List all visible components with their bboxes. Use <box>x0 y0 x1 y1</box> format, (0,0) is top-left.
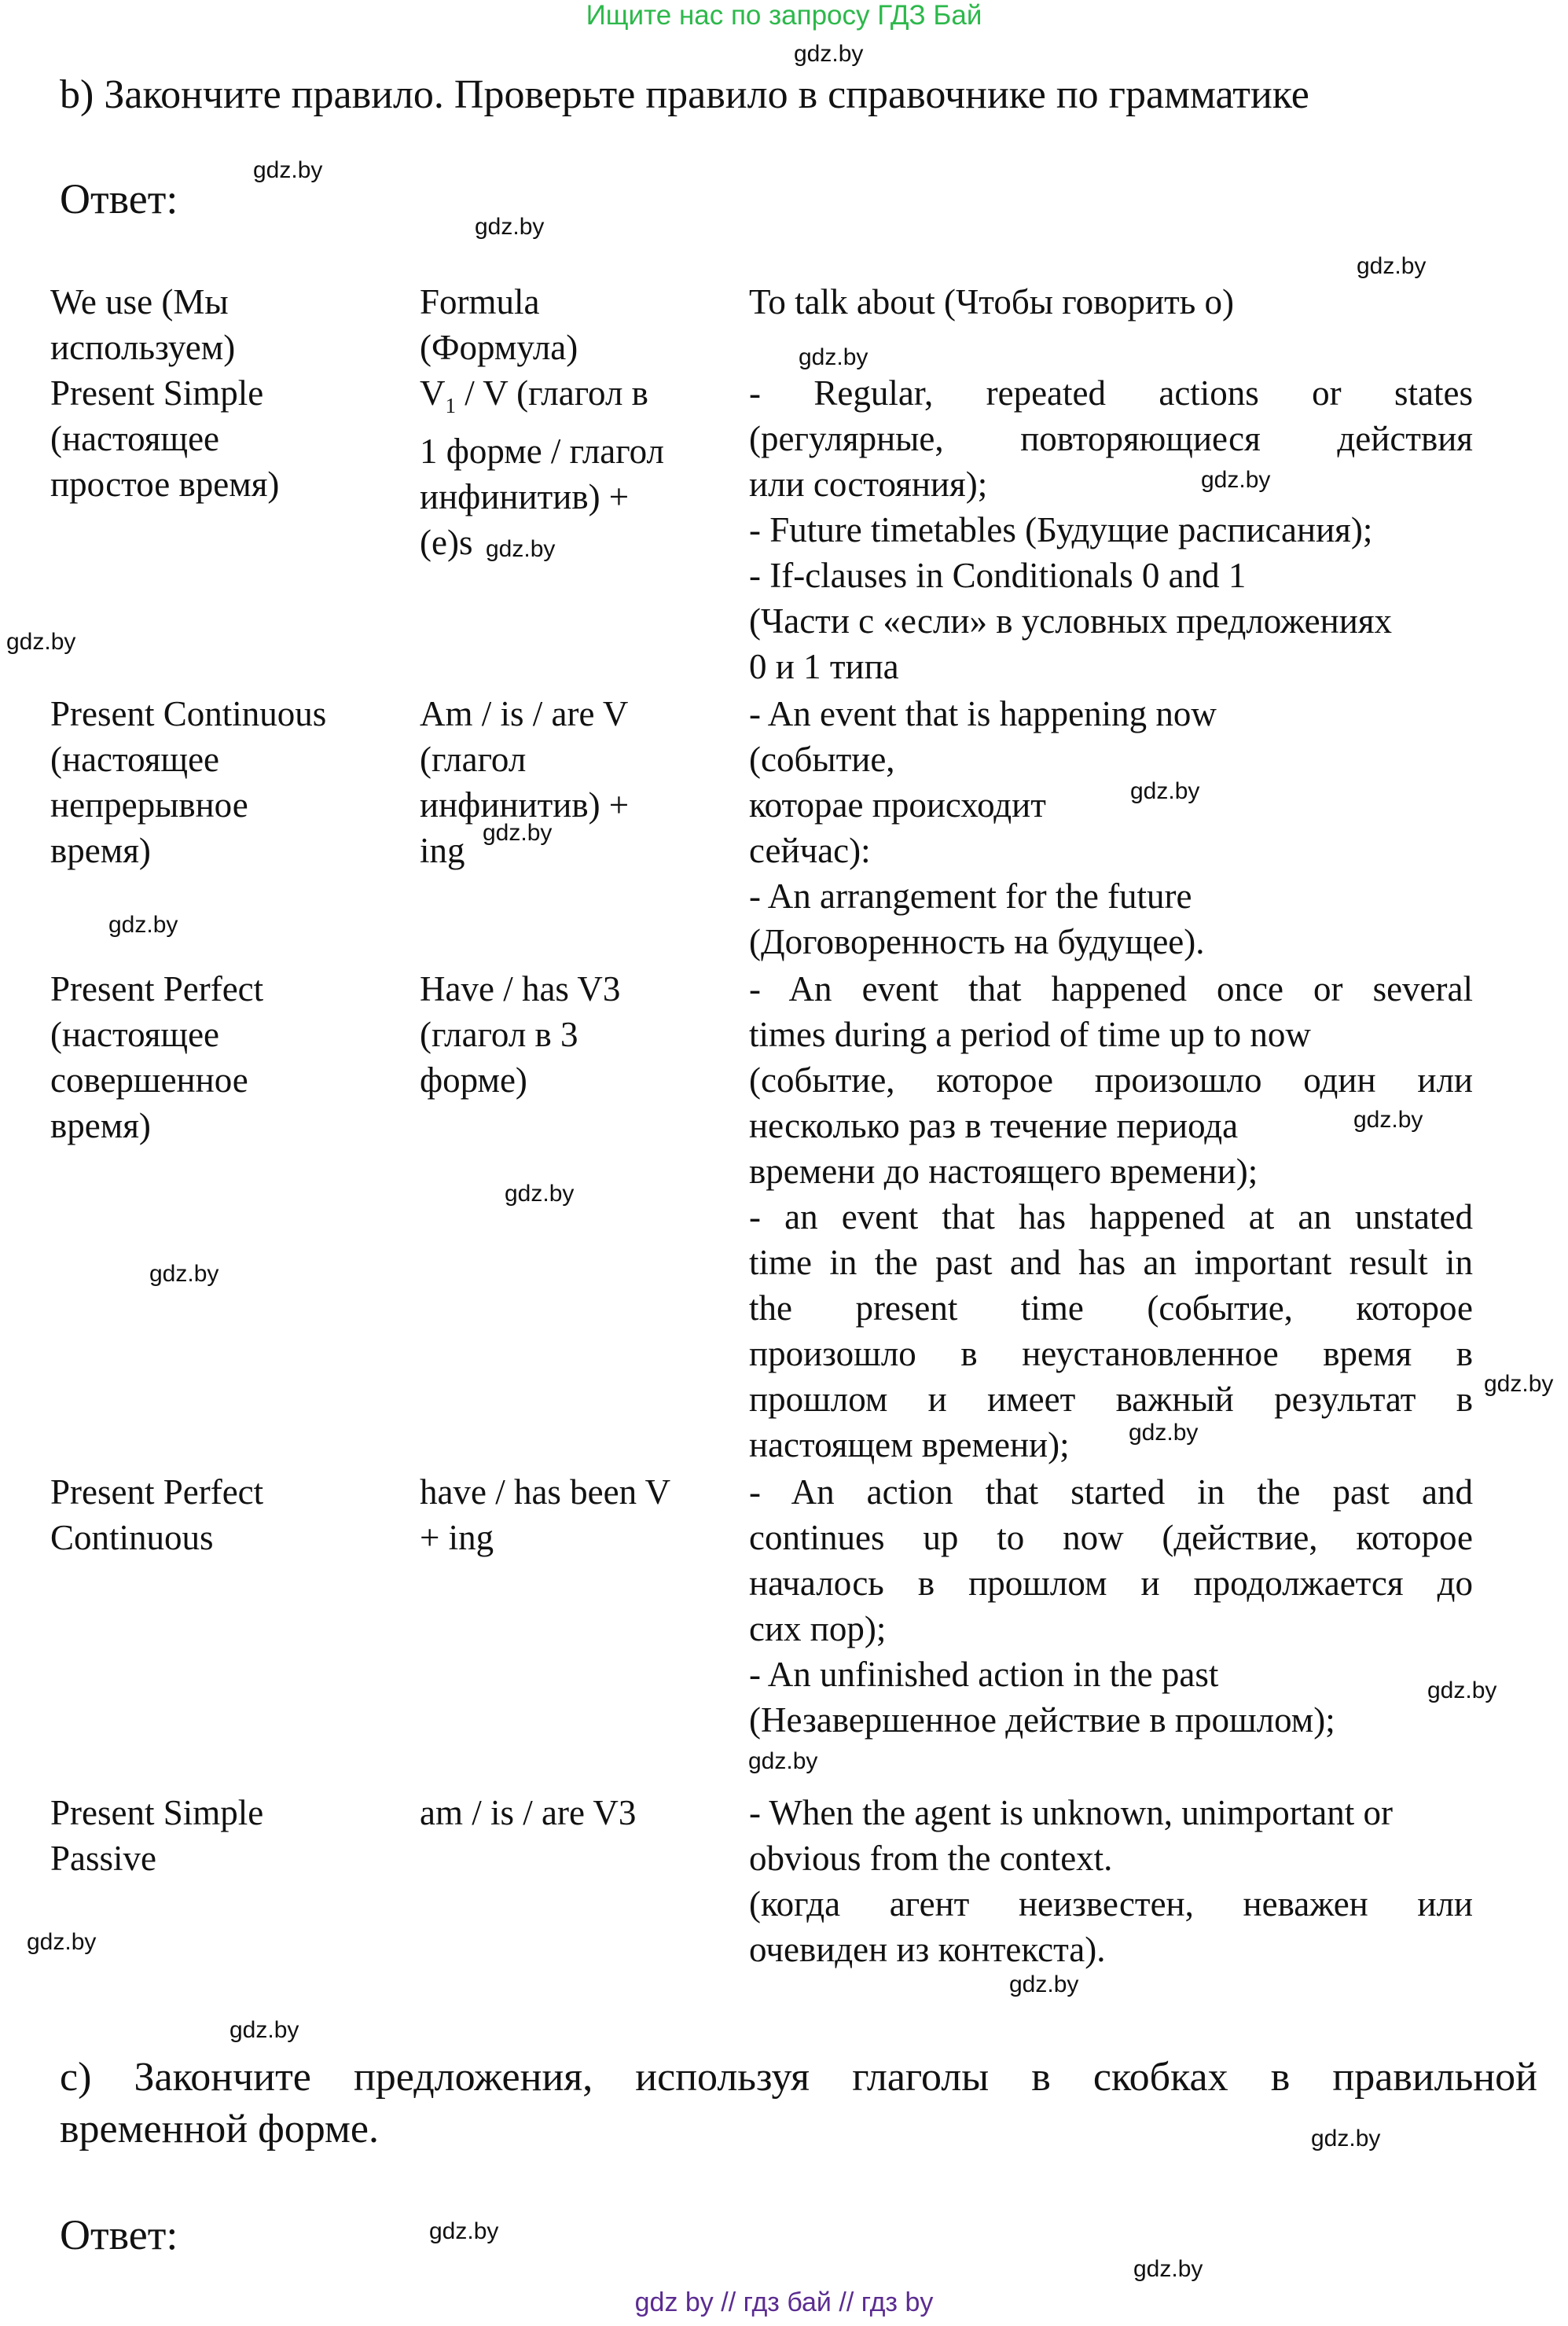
cell-line: continues up to now (действие, которое <box>749 1518 1473 1557</box>
watermark: gdz.by <box>1484 1371 1554 1397</box>
cell-line: началось в прошлом и продолжается до <box>749 1564 1473 1603</box>
cell-line <box>420 370 718 428</box>
watermark: gdz.by <box>429 2218 499 2244</box>
tense-usage <box>749 370 1473 689</box>
tense-name <box>50 691 396 873</box>
watermark: gdz.by <box>149 1261 219 1287</box>
cell-line: Present Simple <box>50 1793 264 1832</box>
cell-line: несколько раз в течение периода <box>749 1106 1239 1145</box>
tense-usage <box>749 691 1473 965</box>
table-header-row <box>50 279 1473 370</box>
cell-line: произошло в неустановленное время в <box>749 1334 1473 1373</box>
watermark: gdz.by <box>1353 1107 1423 1133</box>
cell-line: obvious from the context. <box>749 1839 1113 1878</box>
watermark: gdz.by <box>748 1748 818 1774</box>
cell-line: инфинитив) + <box>420 785 630 825</box>
cell-line: (Незавершенное действие в прошлом); <box>749 1700 1335 1740</box>
watermark: gdz.by <box>1130 778 1200 804</box>
cell-line: - When the agent is unknown, unimportant or <box>749 1793 1394 1832</box>
cell-line: форме) <box>420 1060 527 1100</box>
cell-line: (глагол в 3 <box>420 1015 578 1054</box>
watermark: gdz.by <box>486 536 556 562</box>
section-c-title-line1: c) Закончите предложения, используя глаголы в скобках в правильной <box>60 2055 1537 2100</box>
cell-line: сих пор); <box>749 1609 887 1648</box>
cell-line: непрерывное <box>50 785 248 825</box>
table-row <box>50 966 1473 1469</box>
table-row <box>50 1790 1473 2018</box>
cell-line: have / has been V <box>420 1472 671 1512</box>
tense-name <box>50 370 396 507</box>
cell-line: время) <box>50 1106 151 1145</box>
cell-line: (Части с «если» в условных предложениях <box>749 601 1393 641</box>
watermark: gdz.by <box>1201 467 1271 493</box>
cell-line: time in the past and has an important result in <box>749 1243 1473 1282</box>
cell-line: 1 форме / глагол <box>420 432 664 471</box>
cell-line: Present Simple <box>50 373 264 413</box>
cell-line: Passive <box>50 1839 156 1878</box>
cell-line: - An arrangement for the future <box>749 876 1192 916</box>
watermark: gdz.by <box>1311 2126 1381 2151</box>
cell-line: + ing <box>420 1518 494 1557</box>
cell-line: инфинитив) + <box>420 477 630 516</box>
cell-line: Have / has V3 <box>420 969 621 1009</box>
cell-line: Continuous <box>50 1518 214 1557</box>
cell-line: Present Perfect <box>50 969 264 1009</box>
header-text: (Формула) <box>420 328 578 367</box>
cell-line: сейчас): <box>749 831 871 870</box>
table-row <box>50 691 1473 966</box>
tense-name <box>50 966 396 1148</box>
cell-line: (настоящее <box>50 740 220 779</box>
tense-usage <box>749 1469 1473 1743</box>
cell-line: Present Continuous <box>50 694 327 733</box>
cell-line: (настоящее <box>50 419 220 458</box>
header-to-talk-about <box>749 279 1473 325</box>
formula-rest: / V (глагол в <box>456 373 648 413</box>
cell-line: прошлом и имеет важный результат в <box>749 1380 1473 1419</box>
watermark: gdz.by <box>108 912 178 938</box>
watermark: gdz.by <box>799 344 868 370</box>
cell-line: - If-clauses in Conditionals 0 and 1 <box>749 556 1247 595</box>
cell-line: простое время) <box>50 465 280 504</box>
watermark: gdz.by <box>794 41 864 67</box>
cell-line: (событие, <box>749 740 895 779</box>
tense-formula <box>420 1790 718 1835</box>
cell-line: Present Perfect <box>50 1472 264 1512</box>
cell-line: совершенное <box>50 1060 248 1100</box>
cell-line: очевиден из контекста). <box>749 1930 1106 1969</box>
cell-line: - An event that happened once or several <box>749 969 1473 1009</box>
tense-formula <box>420 691 718 873</box>
cell-line: - An event that is happening now <box>749 694 1217 733</box>
cell-line: время) <box>50 831 151 870</box>
cell-line: Am / is / are V <box>420 694 629 733</box>
cell-line: - An action that started in the past and <box>749 1472 1473 1512</box>
cell-line: (когда агент неизвестен, неважен или <box>749 1884 1473 1924</box>
section-c-title-line2: временной форме. <box>60 2107 379 2151</box>
cell-line: - Regular, repeated actions or states <box>749 373 1473 413</box>
watermark: gdz.by <box>6 629 76 655</box>
cell-line: (глагол <box>420 740 527 779</box>
tense-formula <box>420 966 718 1103</box>
watermark: gdz.by <box>1129 1420 1199 1446</box>
cell-line: - An unfinished action in the past <box>749 1655 1219 1694</box>
tense-usage <box>749 1790 1473 1972</box>
watermark: gdz.by <box>475 214 545 240</box>
cell-line: или состояния); <box>749 465 988 504</box>
cell-line: (e)s <box>420 523 473 562</box>
cell-line: - Future timetables (Будущие расписания); <box>749 510 1373 549</box>
watermark: gdz.by <box>1427 1677 1497 1703</box>
cell-line: am / is / are V3 <box>420 1793 637 1832</box>
cell-line: ing <box>420 831 465 870</box>
header-text: используем) <box>50 328 236 367</box>
watermark: gdz.by <box>253 157 323 183</box>
tense-name <box>50 1790 396 1881</box>
section-b-title: b) Закончите правило. Проверьте правило в справочнике по грамматике <box>60 72 1309 117</box>
footer-links[interactable]: gdz by // гдз бай // гдз by <box>634 2287 934 2317</box>
cell-line: (событие, которое произошло один или <box>749 1060 1473 1100</box>
table-row <box>50 1469 1473 1790</box>
top-banner[interactable]: Ищите нас по запросу ГДЗ Бай <box>586 0 982 31</box>
watermark: gdz.by <box>27 1929 97 1955</box>
header-formula <box>420 279 718 370</box>
tense-formula <box>420 370 718 565</box>
watermark: gdz.by <box>483 820 553 846</box>
section-b-answer-label: Ответ: <box>60 175 178 222</box>
formula-v: V <box>420 373 446 413</box>
watermark: gdz.by <box>1357 253 1427 279</box>
cell-line: times during a period of time up to now <box>749 1015 1311 1054</box>
watermark: gdz.by <box>1009 1971 1079 1997</box>
cell-line: настоящем времени); <box>749 1425 1070 1464</box>
section-c-answer-label: Ответ: <box>60 2211 178 2258</box>
cell-line: (Договоренность на будущее). <box>749 922 1205 961</box>
tense-name <box>50 1469 396 1560</box>
tense-usage <box>749 966 1473 1468</box>
header-text: We use (Мы <box>50 282 229 322</box>
table-row <box>50 370 1473 691</box>
cell-line: 0 и 1 типа <box>749 647 899 686</box>
cell-line: - an event that has happened at an unstated <box>749 1197 1473 1236</box>
header-text: To talk about (Чтобы говорить о) <box>749 282 1235 322</box>
header-text: Formula <box>420 282 540 322</box>
watermark: gdz.by <box>230 2017 299 2043</box>
tense-formula <box>420 1469 718 1560</box>
cell-line: времени до настоящего времени); <box>749 1152 1258 1191</box>
cell-line: (регулярные, повторяющиеся действия <box>749 419 1473 458</box>
cell-line: (настоящее <box>50 1015 220 1054</box>
formula-subscript: 1 <box>445 394 456 417</box>
cell-line: the present time (событие, которое <box>749 1288 1473 1328</box>
watermark: gdz.by <box>505 1181 575 1207</box>
cell-line: которае происходит <box>749 785 1046 825</box>
header-we-use <box>50 279 396 370</box>
watermark: gdz.by <box>1133 2256 1203 2282</box>
